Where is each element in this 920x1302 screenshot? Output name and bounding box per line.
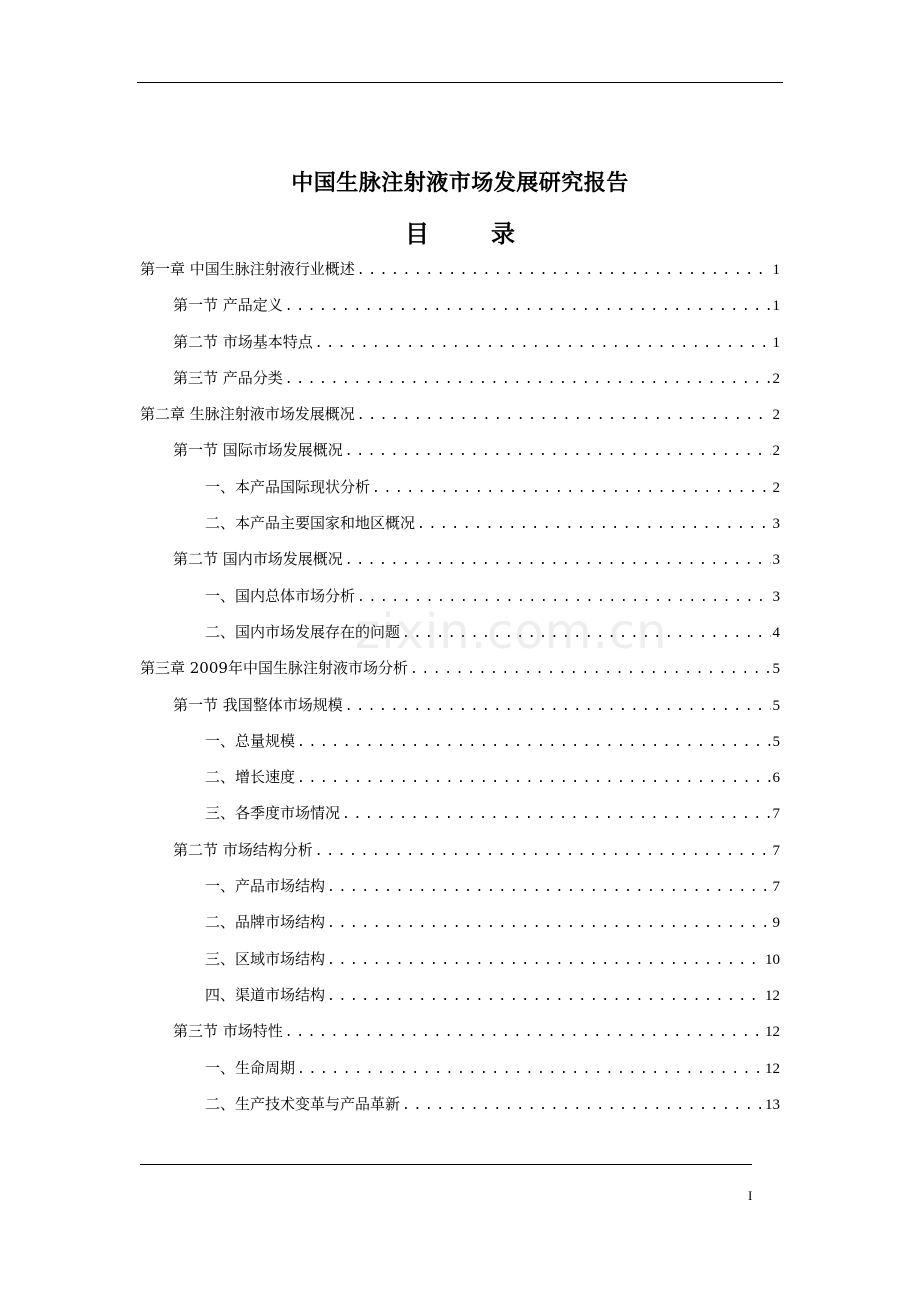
toc-entry-label: 第二章 生脉注射液市场发展概况 (140, 405, 355, 424)
toc-entry-page: 12 (765, 987, 780, 1004)
toc-entry[interactable] (140, 621, 780, 657)
toc-entry-page: 4 (772, 624, 780, 641)
toc-dot-leader (417, 517, 770, 532)
toc-dot-leader (345, 444, 771, 459)
toc-dot-leader (285, 1025, 763, 1040)
toc-entry-label: 第二节 国内市场发展概况 (173, 550, 343, 569)
toc-entry-page: 7 (772, 879, 780, 896)
toc-entry-label: 第三节 产品分类 (173, 368, 283, 387)
toc-entry[interactable] (140, 694, 780, 730)
toc-entry-page: 1 (772, 298, 780, 315)
toc-dot-leader (327, 989, 763, 1004)
toc-entry[interactable] (140, 839, 780, 875)
toc-heading: 目录 (405, 220, 577, 248)
toc-dot-leader (315, 844, 771, 859)
toc-entry[interactable] (140, 802, 780, 838)
toc-entry[interactable] (140, 331, 780, 367)
toc-entry-label: 一、生命周期 (205, 1058, 296, 1077)
toc-entry-label: 二、增长速度 (205, 768, 296, 787)
toc-entry-label: 一、总量规模 (205, 731, 296, 750)
toc-entry-label: 二、国内市场发展存在的问题 (205, 622, 401, 641)
toc-dot-leader (297, 735, 770, 750)
toc-entry[interactable] (140, 1093, 780, 1129)
toc-entry-page: 12 (765, 1060, 780, 1077)
toc-dot-leader (357, 263, 771, 278)
toc-entry-label: 第二节 市场结构分析 (173, 840, 313, 859)
toc-entry-page: 2 (772, 407, 780, 424)
toc-entry-page: 2 (772, 443, 780, 460)
toc-dot-leader (327, 880, 770, 895)
toc-entry-page: 7 (772, 806, 780, 823)
toc-entry-label: 第三节 市场特性 (173, 1022, 283, 1041)
toc-dot-leader (402, 626, 770, 641)
toc-entry-label: 二、本产品主要国家和地区概况 (205, 514, 416, 533)
toc-entry-label: 第一章 中国生脉注射液行业概述 (140, 260, 355, 278)
toc-dot-leader (297, 771, 770, 786)
toc-entry[interactable] (140, 948, 780, 984)
toc-entry-page: 10 (765, 951, 780, 968)
toc-entry-page: 3 (772, 516, 780, 533)
toc-dot-leader (297, 1062, 763, 1077)
toc-entry-label: 第一节 产品定义 (173, 296, 283, 315)
toc-entry[interactable] (140, 657, 780, 693)
table-of-contents (140, 258, 780, 1129)
toc-entry[interactable] (140, 367, 780, 403)
footer-rule (140, 1164, 752, 1165)
toc-dot-leader (372, 481, 770, 496)
toc-dot-leader (327, 953, 763, 968)
toc-entry-label: 四、渠道市场结构 (205, 985, 326, 1004)
toc-entry-label: 第一节 我国整体市场规模 (173, 695, 343, 714)
toc-entry-label: 三、区域市场结构 (205, 949, 326, 968)
toc-entry-page: 2 (772, 370, 780, 387)
toc-dot-leader (357, 408, 771, 423)
toc-entry-page: 5 (772, 697, 780, 714)
toc-entry-label: 一、本产品国际现状分析 (205, 477, 371, 496)
toc-entry-label: 二、生产技术变革与产品革新 (205, 1094, 401, 1113)
toc-dot-leader (285, 372, 771, 387)
document-title: 中国生脉注射液市场发展研究报告 (291, 171, 629, 196)
toc-entry-label: 三、各季度市场情况 (205, 804, 341, 823)
toc-entry-page: 3 (772, 552, 780, 569)
toc-dot-leader (345, 553, 771, 568)
toc-entry-page: 6 (772, 770, 780, 787)
toc-entry[interactable] (140, 403, 780, 439)
watermark: zixin.com.cn (355, 604, 668, 660)
toc-entry-page: 1 (772, 262, 780, 278)
page-number: I (748, 1188, 753, 1203)
toc-entry-page: 13 (765, 1096, 780, 1113)
toc-dot-leader (410, 662, 771, 677)
toc-entry-page: 5 (772, 661, 780, 678)
toc-entry-page: 9 (772, 915, 780, 932)
toc-entry[interactable] (140, 875, 780, 911)
toc-entry-label: 一、国内总体市场分析 (205, 586, 356, 605)
toc-dot-leader (402, 1098, 763, 1113)
header-rule (137, 82, 783, 83)
toc-entry[interactable] (140, 512, 780, 548)
toc-entry[interactable] (140, 548, 780, 584)
toc-dot-leader (315, 336, 771, 351)
toc-entry[interactable] (140, 911, 780, 947)
toc-entry-page: 5 (772, 733, 780, 750)
toc-entry[interactable] (140, 1020, 780, 1056)
toc-entry[interactable] (140, 984, 780, 1020)
toc-entry[interactable] (140, 585, 780, 621)
toc-entry-label: 第一节 国际市场发展概况 (173, 441, 343, 460)
toc-dot-leader (327, 916, 770, 931)
toc-entry-page: 2 (772, 479, 780, 496)
toc-entry-page: 7 (772, 842, 780, 859)
toc-dot-leader (342, 807, 770, 822)
toc-entry[interactable] (140, 439, 780, 475)
toc-entry-page: 1 (772, 334, 780, 351)
toc-entry-label: 一、产品市场结构 (205, 877, 326, 896)
toc-entry[interactable] (140, 730, 780, 766)
toc-entry[interactable] (140, 258, 780, 294)
toc-entry-label: 二、品牌市场结构 (205, 913, 326, 932)
toc-entry-page: 12 (765, 1024, 780, 1041)
toc-dot-leader (285, 299, 771, 314)
toc-entry-label: 第二节 市场基本特点 (173, 332, 313, 351)
toc-entry[interactable] (140, 476, 780, 512)
toc-entry-label: 第三章 2009年中国生脉注射液市场分析 (140, 659, 408, 678)
toc-dot-leader (345, 699, 771, 714)
toc-entry[interactable] (140, 294, 780, 330)
toc-dot-leader (357, 590, 770, 605)
toc-entry[interactable] (140, 766, 780, 802)
toc-entry[interactable] (140, 1057, 780, 1093)
toc-entry-page: 3 (772, 588, 780, 605)
